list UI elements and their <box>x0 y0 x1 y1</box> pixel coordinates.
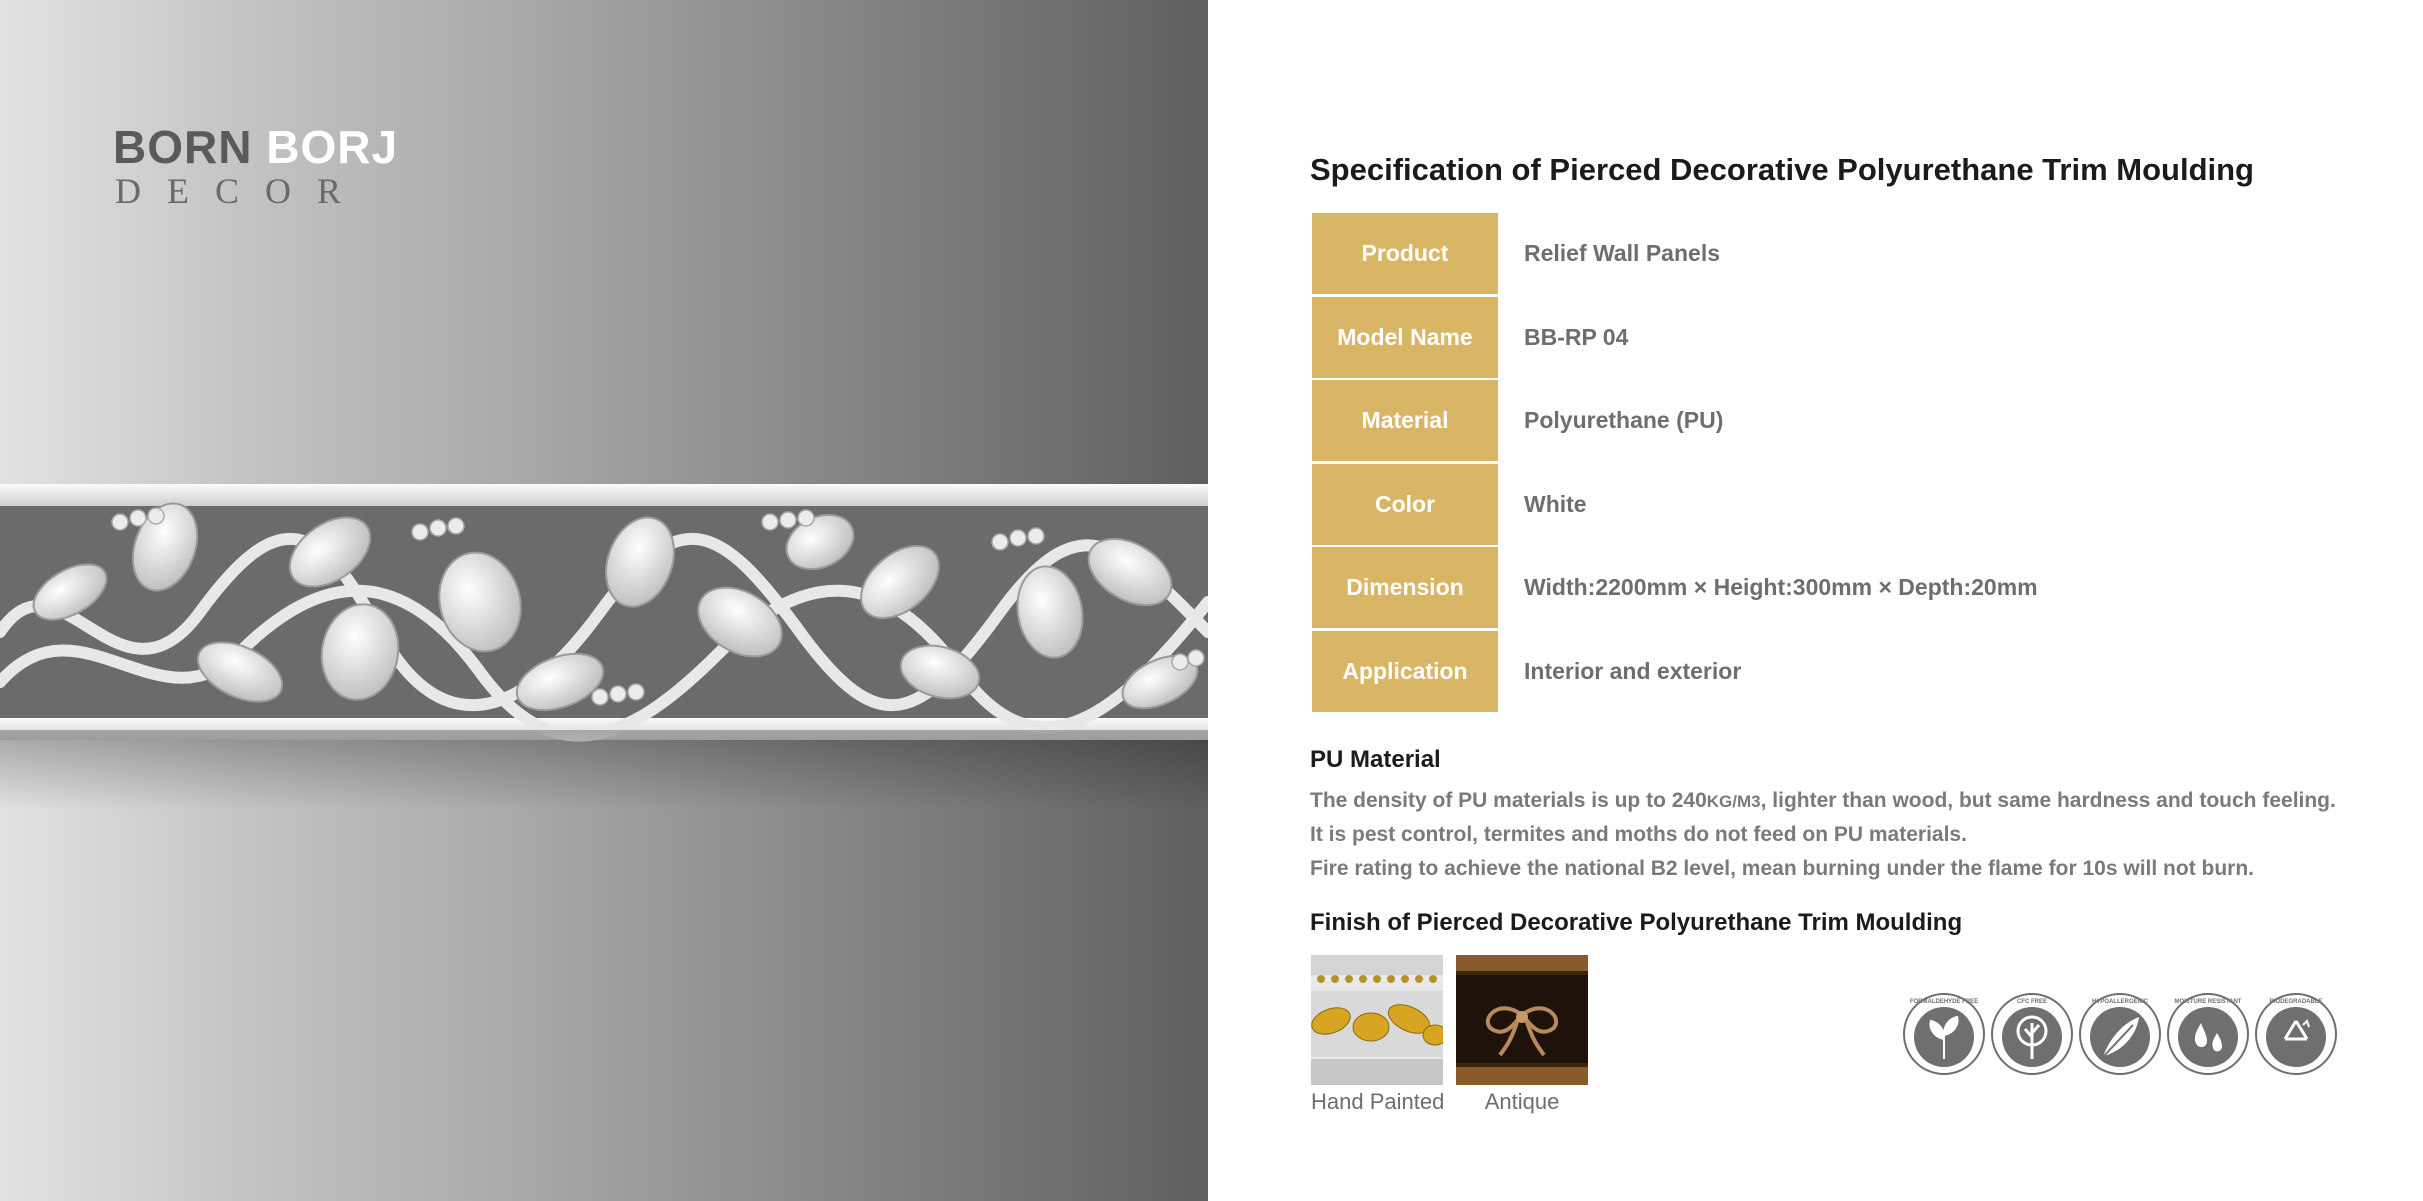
pu-line-pest: It is pest control, termites and moths do not feed on PU materials. <box>1310 823 1967 846</box>
spec-row-model-name <box>1310 297 2310 381</box>
logo-wordmark: BORN BORJ <box>113 121 399 173</box>
spec-row-material <box>1310 380 2310 464</box>
spec-label: Application <box>1312 631 1498 714</box>
spec-row-dimension <box>1310 547 2310 631</box>
spec-value: Relief Wall Panels <box>1524 240 1720 266</box>
spec-value: BB-RP 04 <box>1524 323 1629 350</box>
badge-label: HYPOALLERGENIC <box>2091 999 2149 1005</box>
spec-row-color <box>1310 464 2310 548</box>
spec-value: White <box>1524 490 1587 517</box>
brand-logo <box>113 120 399 211</box>
spec-value: Polyurethane (PU) <box>1524 407 1724 433</box>
droplets-icon <box>2167 993 2249 1075</box>
spec-row-application <box>1310 631 2310 715</box>
logo-subtitle: DECOR <box>115 171 368 211</box>
moulding-image <box>0 482 1208 742</box>
product-photo-panel <box>0 0 1208 1201</box>
spec-label: Product <box>1312 213 1498 296</box>
spec-value: Interior and exterior <box>1524 657 1742 684</box>
antique-label: Antique <box>1484 1089 1560 1114</box>
spec-row-product <box>1310 213 2310 297</box>
spec-table <box>1310 213 2310 714</box>
pu-line-density: The density of PU materials is up to 240KG/M3, lighter than wood, but same hardness and touch feeling. <box>1310 789 2336 812</box>
sprout-icon <box>1903 993 1985 1075</box>
pu-line-fire: Fire rating to achieve the national B2 level, mean burning under the flame for 10s will not burn. <box>1310 857 2255 880</box>
spec-label: Material <box>1312 380 1498 463</box>
antique-swatch <box>1456 955 1588 1085</box>
pu-material-heading: PU Material <box>1310 746 1441 773</box>
spec-label: Color <box>1312 464 1498 547</box>
pu-material-description <box>1310 784 2336 886</box>
feather-icon <box>2079 993 2161 1075</box>
finish-heading: Finish of Pierced Decorative Polyurethane Trim Moulding <box>1310 909 1963 936</box>
spec-label: Dimension <box>1312 547 1498 630</box>
tree-icon <box>1991 993 2073 1075</box>
hand-painted-swatch <box>1311 955 1443 1085</box>
recycle-icon <box>2255 993 2337 1075</box>
hand-painted-label: Hand Painted <box>1311 1089 1445 1114</box>
badge-label: FORMALDEHYDE FREE <box>1909 999 1979 1005</box>
moulding-shadow <box>0 730 1208 810</box>
spec-label: Model Name <box>1312 297 1498 380</box>
badge-label: CFC FREE <box>2017 999 2047 1005</box>
badge-label: MOISTURE RESISTANT <box>2174 999 2242 1005</box>
badge-label: BIODEGRADABLE <box>2269 999 2323 1005</box>
spec-value: Width:2200mm × Height:300mm × Depth:20mm <box>1524 574 2038 600</box>
spec-title: Specification of Pierced Decorative Polyurethane Trim Moulding <box>1310 152 2254 187</box>
